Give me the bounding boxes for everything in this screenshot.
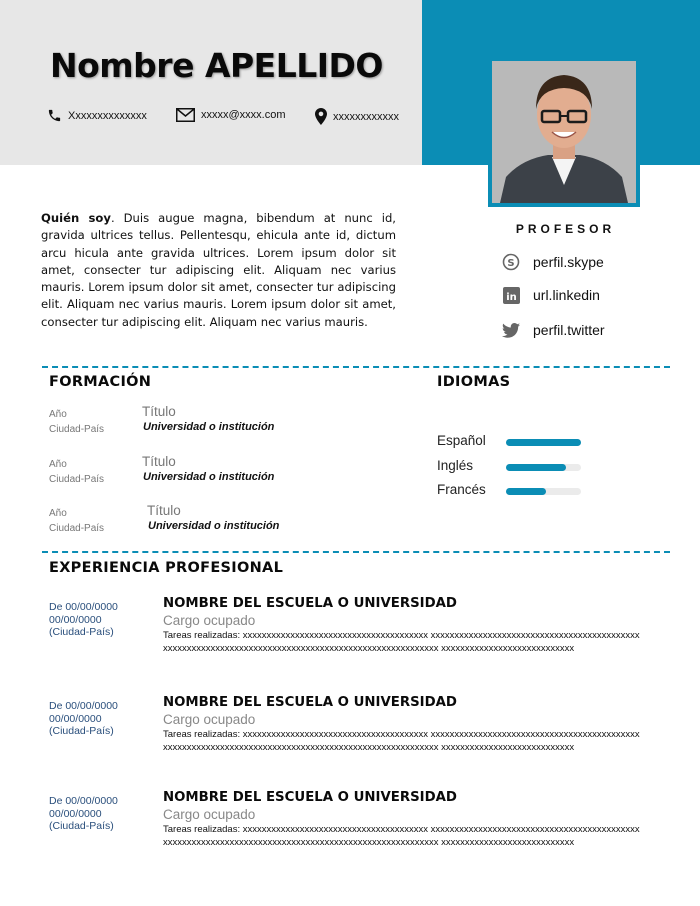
education-degree: Título: [147, 503, 181, 518]
experience-item: [49, 596, 659, 676]
experience-dates: [49, 601, 139, 639]
education-item: [49, 406, 349, 440]
language-item: [437, 433, 587, 449]
linkedin-label: url.linkedin: [533, 287, 600, 303]
language-level-track: [506, 464, 581, 471]
contact-location: [315, 108, 399, 125]
svg-text:S: S: [507, 257, 515, 269]
phone-icon: [47, 108, 62, 123]
location-pin-icon: [315, 108, 327, 125]
skype-icon: [502, 253, 520, 271]
education-city: Ciudad-País: [49, 424, 105, 435]
location-text: xxxxxxxxxxxx: [333, 110, 399, 123]
education-year: Año: [49, 409, 67, 420]
education-year: Año: [49, 459, 67, 470]
experience-location: (Ciudad-País): [49, 725, 114, 738]
profession-title: PROFESOR: [515, 222, 616, 236]
svg-text:in: in: [505, 291, 517, 303]
education-institution: Universidad o institución: [143, 471, 275, 483]
education-section-title: FORMACIÓN: [49, 374, 152, 390]
language-level-track: [506, 488, 581, 495]
experience-tasks: Tareas realizadas: xxxxxxxxxxxxxxxxxxxxxxxxxxxxxxxxxxxxxxx xxxxxxxxxxxxxxxxxxxxxxxxxxxxxxxxxxxxxxxxxxxxxxxxxxxxxxxxxxxxxxxxxxxxxxxxxxxxxxxxxxxxxxxxxxxxxxxxxxxxxx xxxxxxxxxxxxxxxxxxxxxxxxxxxx: [163, 630, 640, 654]
language-item: [437, 458, 587, 474]
candidate-name: Nombre APELLIDO: [50, 46, 383, 85]
experience-location: (Ciudad-País): [49, 820, 114, 833]
education-item: [49, 505, 349, 539]
experience-organization: NOMBRE DEL ESCUELA O UNIVERSIDAD: [163, 695, 457, 710]
phone-text: Xxxxxxxxxxxxxx: [68, 109, 147, 122]
envelope-icon: [176, 108, 195, 122]
experience-role: Cargo ocupado: [163, 712, 256, 727]
education-degree: Título: [142, 454, 176, 469]
twitter-label: perfil.twitter: [533, 322, 605, 338]
experience-organization: NOMBRE DEL ESCUELA O UNIVERSIDAD: [163, 596, 457, 611]
about-text: . Duis augue magna, bibendum at nunc id, gravida ultrices tellus. Pellentesqu, ehicula ante id, dictum arcu hicula ante gravida ultrices. Lorem ipsum dolor sit amet, consecter tur adipiscing elit. Aliquam nec varius mauris. Lorem ipsum dolor sit amet, consecter tur adipiscing elit. Aliquam nec varius mauris. Lorem ipsum dolor sit amet, consecter tur adipiscing elit. Aliquam nec varius mauris.: [41, 211, 396, 329]
experience-role: Cargo ocupado: [163, 807, 256, 822]
section-divider: [42, 551, 670, 553]
education-city: Ciudad-País: [49, 523, 105, 534]
experience-section-title: EXPERIENCIA PROFESIONAL: [49, 560, 284, 576]
about-paragraph: [41, 210, 396, 331]
contact-phone: [47, 108, 147, 123]
profile-photo: [492, 61, 636, 203]
about-label: Quién soy: [41, 211, 111, 225]
language-level-fill: [506, 488, 546, 495]
social-twitter[interactable]: [502, 321, 605, 339]
language-item: [437, 482, 587, 498]
language-name: Francés: [437, 482, 486, 497]
experience-role: Cargo ocupado: [163, 613, 256, 628]
linkedin-icon: [502, 286, 520, 304]
experience-tasks: Tareas realizadas: xxxxxxxxxxxxxxxxxxxxxxxxxxxxxxxxxxxxxxx xxxxxxxxxxxxxxxxxxxxxxxxxxxxxxxxxxxxxxxxxxxxxxxxxxxxxxxxxxxxxxxxxxxxxxxxxxxxxxxxxxxxxxxxxxxxxxxxxxxxxx xxxxxxxxxxxxxxxxxxxxxxxxxxxx: [163, 729, 640, 753]
experience-location: (Ciudad-País): [49, 626, 114, 639]
skype-label: perfil.skype: [533, 254, 604, 270]
experience-date-end: 00/00/0000: [49, 712, 102, 725]
profile-photo-frame: [488, 57, 640, 207]
education-item: [49, 456, 349, 490]
email-text: xxxxx@xxxx.com: [201, 109, 286, 121]
contact-email: [176, 108, 286, 122]
experience-dates: [49, 700, 139, 738]
experience-date-start: De 00/00/0000: [49, 601, 118, 613]
experience-item: [49, 790, 659, 870]
language-name: Inglés: [437, 458, 474, 473]
education-year: Año: [49, 508, 67, 519]
section-divider: [42, 366, 670, 368]
experience-tasks: Tareas realizadas: xxxxxxxxxxxxxxxxxxxxxxxxxxxxxxxxxxxxxxx xxxxxxxxxxxxxxxxxxxxxxxxxxxxxxxxxxxxxxxxxxxxxxxxxxxxxxxxxxxxxxxxxxxxxxxxxxxxxxxxxxxxxxxxxxxxxxxxxxxxxx xxxxxxxxxxxxxxxxxxxxxxxxxxxx: [163, 824, 640, 848]
twitter-icon: [502, 321, 520, 339]
social-skype[interactable]: [502, 253, 604, 271]
experience-dates: [49, 795, 139, 833]
language-level-track: [506, 439, 581, 446]
language-level-fill: [506, 464, 566, 471]
experience-date-start: De 00/00/0000: [49, 795, 118, 807]
education-institution: Universidad o institución: [148, 520, 280, 532]
experience-date-end: 00/00/0000: [49, 807, 102, 820]
experience-item: [49, 695, 659, 775]
experience-date-end: 00/00/0000: [49, 613, 102, 626]
education-institution: Universidad o institución: [143, 421, 275, 433]
languages-section-title: IDIOMAS: [437, 374, 511, 390]
education-degree: Título: [142, 404, 176, 419]
social-linkedin[interactable]: [502, 286, 600, 304]
language-name: Español: [437, 433, 486, 448]
language-level-fill: [506, 439, 581, 446]
experience-organization: NOMBRE DEL ESCUELA O UNIVERSIDAD: [163, 790, 457, 805]
experience-date-start: De 00/00/0000: [49, 700, 118, 712]
education-city: Ciudad-País: [49, 474, 105, 485]
